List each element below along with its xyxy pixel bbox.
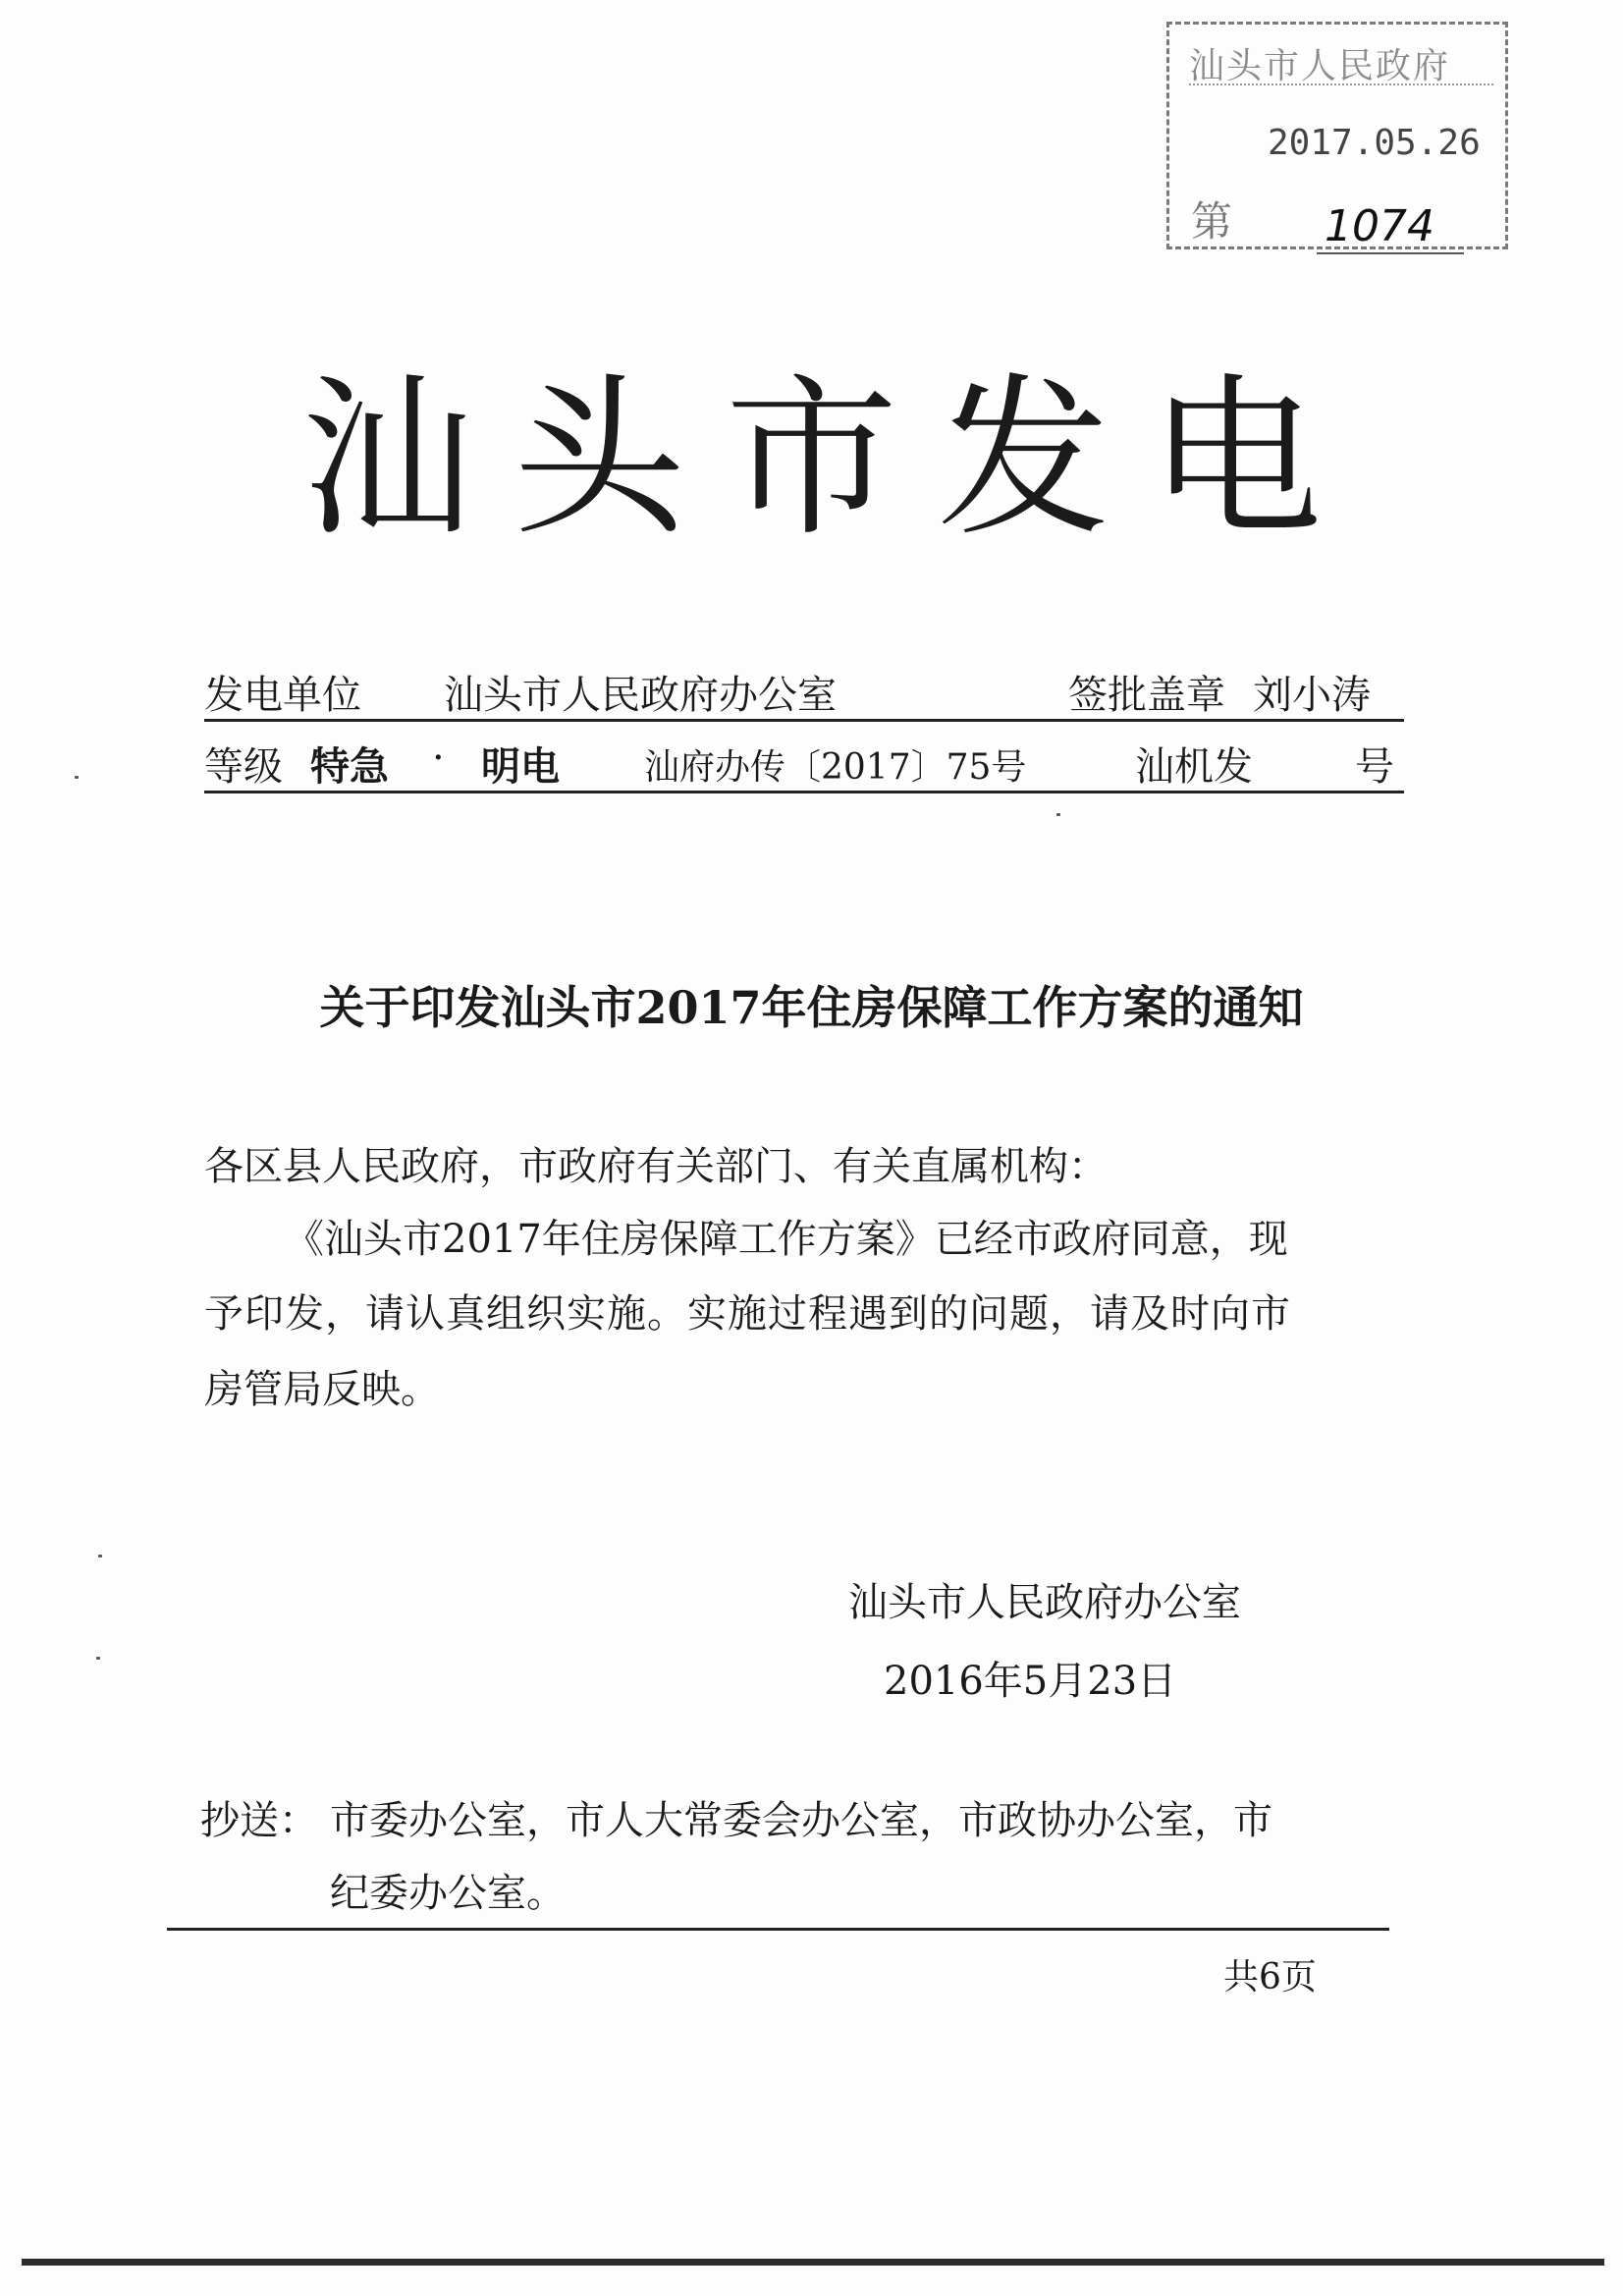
signer-value: 刘小涛	[1253, 673, 1371, 718]
document-header-title: 汕头市发电	[300, 358, 1362, 560]
clarity-value: 明电	[481, 744, 560, 790]
doc-number: 汕府办传〔2017〕75号	[644, 747, 1027, 788]
meta-row-level	[204, 720, 1404, 793]
scan-speck	[98, 1555, 102, 1558]
scan-edge-band	[22, 2259, 1604, 2266]
stamp-org-text: 汕头市人民政府	[1189, 38, 1493, 85]
urgency-value: 特急	[310, 744, 389, 790]
sender-value: 汕头市人民政府办公室	[444, 673, 837, 718]
scan-speck	[75, 776, 79, 779]
stamp-seq-char: 第	[1191, 197, 1233, 246]
page-count: 共6页	[1223, 1957, 1317, 1997]
paragraph-line-2: 予印发，请认真组织实施。实施过程遇到的问题，请及时向市	[204, 1291, 1291, 1337]
receipt-stamp	[1166, 22, 1508, 249]
cc-label: 抄送：	[200, 1798, 318, 1843]
meta-row-sender	[204, 648, 1404, 722]
machine-label: 汕机发	[1135, 744, 1253, 790]
paragraph-line-3: 房管局反映。	[204, 1367, 440, 1412]
cc-line-2: 纪委办公室。	[330, 1871, 566, 1916]
scan-speck	[96, 1657, 100, 1660]
paragraph-line-1: 《汕头市2017年住房保障工作方案》已经市政府同意，现	[285, 1217, 1288, 1262]
sender-label: 发电单位	[204, 673, 361, 718]
issue-date: 2016年5月23日	[884, 1659, 1177, 1704]
stamp-underline	[1317, 252, 1464, 254]
stamp-handwritten-number: 1074	[1325, 201, 1434, 251]
signer-label: 签批盖章	[1068, 673, 1225, 718]
scan-speck	[1056, 813, 1060, 816]
salutation: 各区县人民政府，市政府有关部门、有关直属机构：	[204, 1144, 1108, 1189]
cc-line-1: 市委办公室，市人大常委会办公室，市政协办公室，市	[330, 1798, 1272, 1843]
level-label: 等级	[204, 744, 283, 790]
stamp-date: 2017.05.26	[1268, 123, 1481, 163]
notice-title: 关于印发汕头市2017年住房保障工作方案的通知	[319, 981, 1304, 1034]
separator-dot: ·	[432, 736, 445, 781]
footer-divider	[167, 1928, 1389, 1931]
issuing-office: 汕头市人民政府办公室	[848, 1580, 1241, 1625]
machine-suffix: 号	[1355, 744, 1394, 790]
